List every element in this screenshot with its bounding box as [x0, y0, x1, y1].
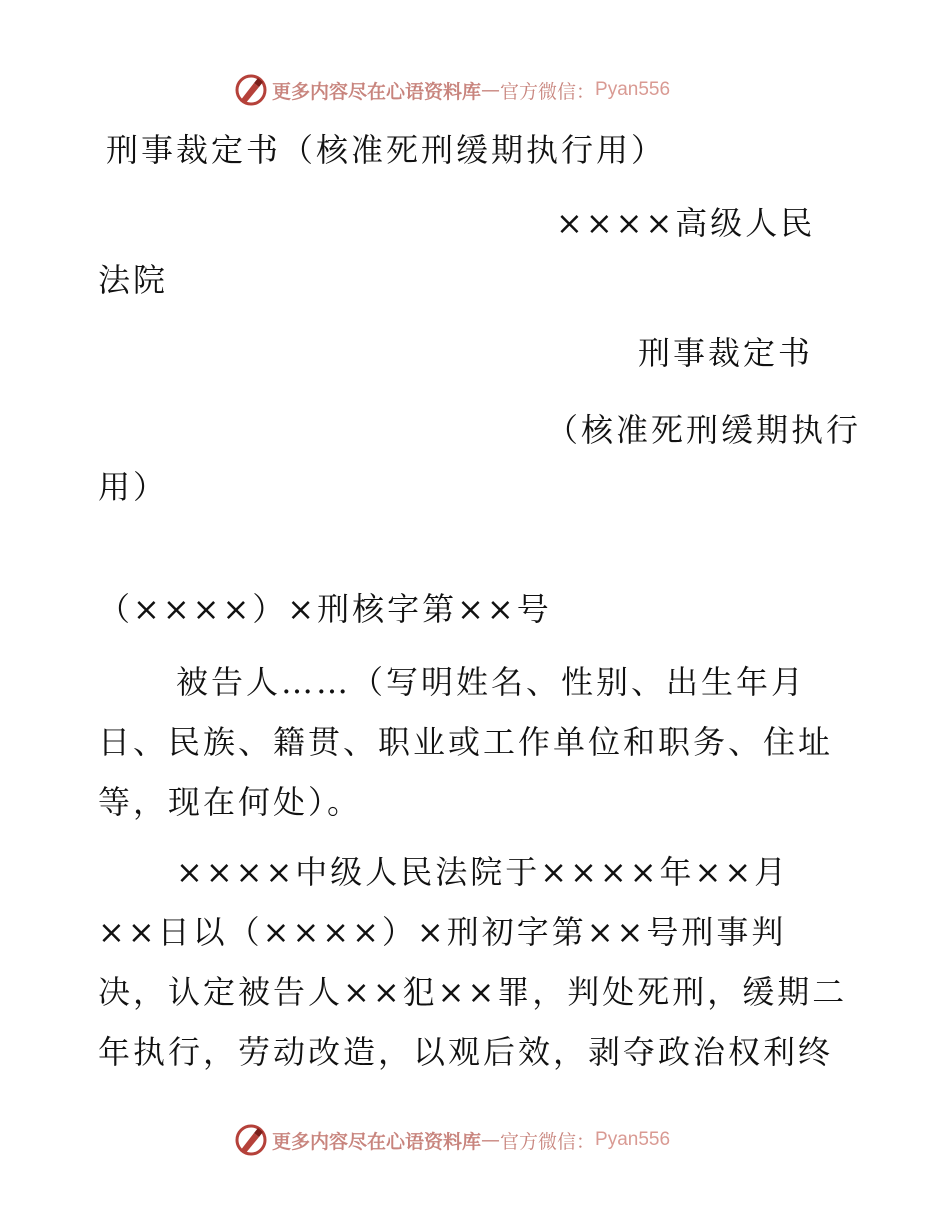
- watermark-header: [234, 72, 670, 108]
- watermark-handle: Pyan556: [595, 1129, 671, 1150]
- paragraph2-line2: ××日以（××××）×刑初字第××号刑事判: [98, 913, 787, 951]
- document-heading: 刑事裁定书（核准死刑缓期执行用）: [106, 131, 667, 169]
- paragraph1-line2: 日、民族、籍贯、职业或工作单位和职务、住址: [98, 723, 834, 761]
- case-number: （××××）×刑核字第××号: [98, 590, 552, 628]
- document-subtitle-line2: 用）: [98, 468, 169, 506]
- court-name-line2: 法院: [98, 261, 169, 299]
- paragraph2-line1: ××××中级人民法院于××××年××月: [176, 853, 790, 891]
- watermark-main-text: 更多内容尽在心语资料库: [272, 1130, 482, 1153]
- paragraph2-line4: 年执行，劳动改造，以观后效，剥夺政治权利终: [98, 1033, 834, 1071]
- pen-logo-icon: [234, 73, 268, 107]
- watermark-wechat-label: 官方微信：: [500, 80, 596, 103]
- court-name-line1: ××××高级人民: [556, 204, 816, 242]
- paragraph2-line3: 决，认定被告人××犯××罪，判处死刑，缓期二: [98, 973, 848, 1011]
- paragraph1-line3: 等，现在何处）。: [98, 783, 363, 821]
- watermark-footer: [234, 1122, 670, 1158]
- watermark-main-text: 更多内容尽在心语资料库: [272, 80, 482, 103]
- pen-logo-icon: [234, 1123, 268, 1157]
- watermark-separator: —: [481, 79, 501, 101]
- paragraph1-line1: 被告人……（写明姓名、性别、出生年月: [176, 663, 807, 701]
- watermark-handle: Pyan556: [595, 79, 671, 100]
- watermark-separator: —: [481, 1129, 501, 1151]
- watermark-wechat-label: 官方微信：: [500, 1130, 596, 1153]
- document-subtitle-line1: （核准死刑缓期执行: [546, 411, 862, 449]
- document-title: 刑事裁定书: [638, 334, 814, 372]
